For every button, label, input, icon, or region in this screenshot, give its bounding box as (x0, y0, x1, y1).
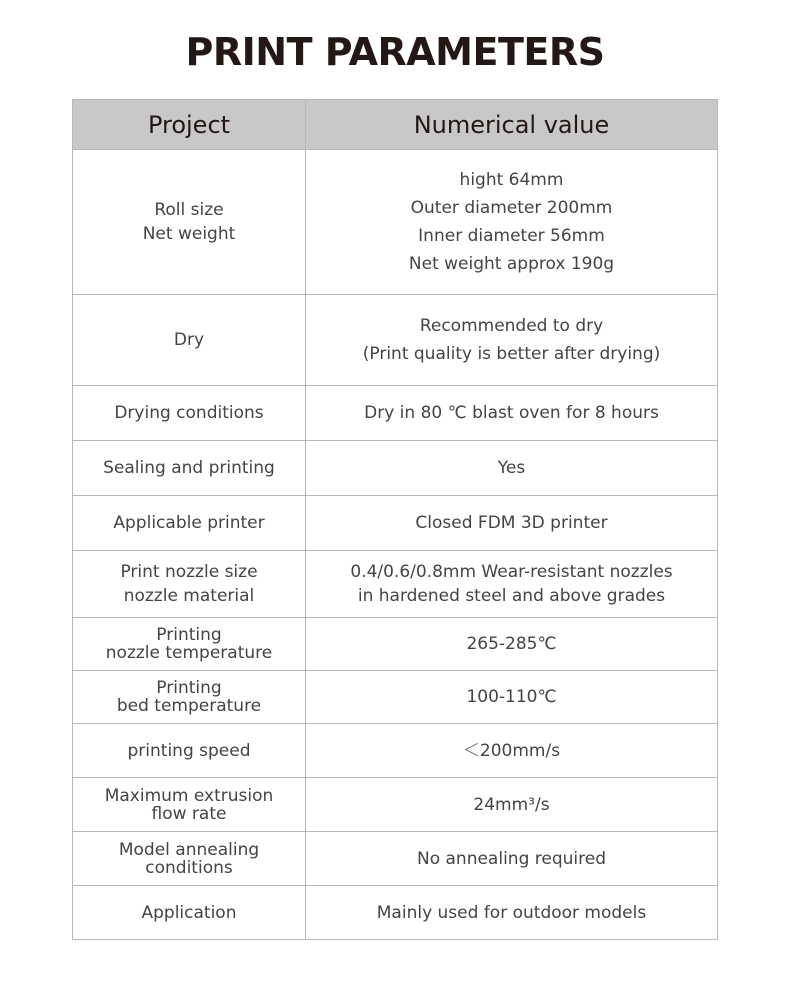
table-row (73, 441, 718, 496)
project-cell (73, 441, 306, 496)
project-line: Print nozzle size (120, 562, 258, 582)
project-line: printing speed (127, 740, 251, 761)
project-cell (73, 724, 306, 778)
project-cell (73, 551, 306, 618)
project-line: Roll size (154, 200, 224, 220)
project-cell (73, 886, 306, 940)
table-header-row (73, 100, 718, 150)
project-line: nozzle temperature (105, 643, 273, 663)
project-line: Printing (156, 678, 222, 698)
project-cell (73, 832, 306, 886)
value-cell (306, 551, 718, 618)
table-row (73, 150, 718, 295)
project-line: Net weight (142, 224, 236, 244)
value-line: in hardened steel and above grades (357, 586, 666, 606)
project-line: nozzle material (123, 586, 255, 606)
value-line: Yes (497, 458, 526, 478)
value-line: Net weight approx 190g (408, 254, 615, 274)
value-cell (306, 724, 718, 778)
project-line: Drying conditions (114, 403, 264, 423)
project-line: Applicable printer (113, 513, 265, 533)
project-line: Model annealing (118, 839, 260, 860)
table-row (73, 724, 718, 778)
column-header-project: Project (73, 100, 306, 150)
value-cell (306, 618, 718, 671)
project-line: bed temperature (116, 696, 262, 716)
table-row (73, 386, 718, 441)
table-row (73, 778, 718, 832)
value-line: 265-285℃ (466, 634, 557, 654)
value-line: Outer diameter 200mm (410, 198, 613, 218)
column-header-value: Numerical value (306, 100, 718, 150)
table-row (73, 496, 718, 551)
table-row (73, 295, 718, 386)
project-line: Application (141, 902, 237, 923)
project-line: Maximum extrusion (104, 785, 274, 806)
value-cell (306, 886, 718, 940)
value-line: 0.4/0.6/0.8mm Wear-resistant nozzles (350, 562, 673, 582)
value-line: 100-110℃ (466, 687, 557, 707)
value-line: ＜200mm/s (462, 740, 561, 761)
project-cell (73, 496, 306, 551)
project-line: conditions (145, 857, 233, 878)
project-cell (73, 295, 306, 386)
value-line: Dry in 80 ℃ blast oven for 8 hours (364, 403, 659, 423)
value-line: Inner diameter 56mm (418, 226, 605, 246)
table-row (73, 886, 718, 940)
value-cell (306, 441, 718, 496)
project-cell (73, 671, 306, 724)
table-row (73, 551, 718, 618)
value-line: hight 64mm (459, 170, 564, 190)
project-cell (73, 618, 306, 671)
value-line: Recommended to dry (419, 316, 604, 336)
print-parameters-table (72, 99, 718, 940)
table-row (73, 671, 718, 724)
project-line: Sealing and printing (103, 458, 275, 478)
project-cell (73, 778, 306, 832)
value-line: Closed FDM 3D printer (415, 513, 608, 533)
project-line: Printing (156, 625, 222, 645)
project-cell (73, 150, 306, 295)
table-row (73, 832, 718, 886)
page-title: PRINT PARAMETERS (185, 30, 605, 74)
project-cell (73, 386, 306, 441)
value-line: No annealing required (416, 848, 606, 869)
value-cell (306, 386, 718, 441)
value-line: Mainly used for outdoor models (376, 902, 647, 923)
value-cell (306, 832, 718, 886)
table-row (73, 618, 718, 671)
value-line: 24mm³/s (473, 794, 550, 815)
value-line: (Print quality is better after drying) (362, 344, 661, 364)
value-cell (306, 778, 718, 832)
project-line: Dry (173, 330, 205, 350)
project-line: flow rate (151, 803, 227, 824)
value-cell (306, 671, 718, 724)
value-cell (306, 150, 718, 295)
value-cell (306, 496, 718, 551)
value-cell (306, 295, 718, 386)
